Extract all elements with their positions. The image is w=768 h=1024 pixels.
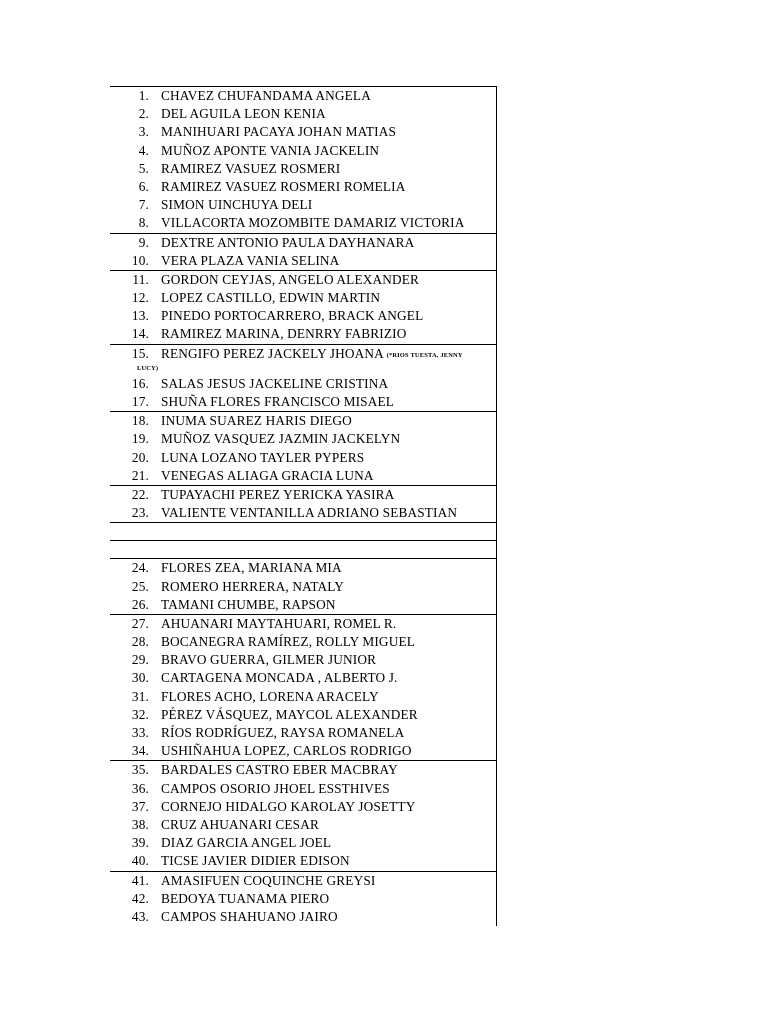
student-name-text: VALIENTE VENTANILLA ADRIANO SEBASTIAN — [161, 505, 458, 521]
student-name-text: RAMIREZ MARINA, DENRRY FABRIZIO — [161, 326, 407, 342]
item-number: 22. — [131, 486, 149, 502]
list-item — [110, 345, 496, 363]
list-item — [110, 798, 496, 816]
student-name-text: BARDALES CASTRO EBER MACBRAY — [161, 762, 398, 778]
item-number: 18. — [131, 413, 149, 429]
list-group — [110, 486, 496, 523]
student-name-text: CAMPOS SHAHUANO JAIRO — [161, 908, 338, 924]
item-number: 10. — [131, 252, 149, 268]
substitute-note-continued: LUCY) — [137, 364, 159, 372]
empty-row — [110, 523, 496, 541]
item-number: 39. — [131, 835, 149, 851]
item-number: 37. — [131, 798, 149, 814]
item-number: 8. — [138, 215, 149, 231]
list-item — [110, 834, 496, 852]
list-item — [110, 196, 496, 214]
list-item — [110, 669, 496, 687]
item-number: 31. — [131, 688, 149, 704]
item-number: 40. — [131, 853, 149, 869]
student-name-text: DEL AGUILA LEON KENIA — [161, 106, 326, 122]
student-name-text: RENGIFO PEREZ JACKELY JHOANA — [161, 345, 384, 361]
student-name-text: PÉREZ VÁSQUEZ, MAYCOL ALEXANDER — [161, 706, 418, 722]
list-item — [110, 486, 496, 504]
student-name-text: LUNA LOZANO TAYLER PYPERS — [161, 449, 365, 465]
list-item — [110, 87, 496, 105]
student-name — [161, 289, 380, 307]
student-name — [161, 123, 396, 141]
list-item — [110, 596, 496, 614]
student-name — [161, 214, 464, 232]
item-number: 6. — [138, 178, 149, 194]
list-group — [110, 559, 496, 615]
student-name — [161, 651, 376, 669]
student-name-text: MUÑOZ VASQUEZ JAZMIN JACKELYN — [161, 431, 401, 447]
list-group — [110, 345, 496, 413]
student-name — [161, 393, 394, 411]
student-name-text: CRUZ AHUANARI CESAR — [161, 816, 319, 832]
item-number: 9. — [138, 234, 149, 250]
student-name — [161, 234, 414, 252]
item-number: 43. — [131, 908, 149, 924]
list-group — [110, 412, 496, 486]
student-name-text: ROMERO HERRERA, NATALY — [161, 578, 345, 594]
student-list — [110, 86, 497, 926]
list-item — [110, 214, 496, 232]
student-name-text: RAMIREZ VASUEZ ROSMERI — [161, 160, 341, 176]
student-name — [161, 908, 338, 926]
list-item — [110, 761, 496, 779]
item-number: 28. — [131, 634, 149, 650]
student-name-text: SALAS JESUS JACKELINE CRISTINA — [161, 375, 389, 391]
empty-row — [110, 541, 496, 559]
student-name — [161, 449, 364, 467]
student-name — [161, 724, 404, 742]
list-item — [110, 559, 496, 577]
student-name-text: LOPEZ CASTILLO, EDWIN MARTIN — [161, 290, 381, 306]
item-number: 1. — [138, 88, 149, 103]
item-number: 4. — [138, 142, 149, 158]
list-item — [110, 872, 496, 890]
list-item — [110, 123, 496, 141]
item-number: 41. — [131, 872, 149, 888]
student-name — [161, 761, 398, 779]
list-item — [110, 706, 496, 724]
item-number: 29. — [131, 652, 149, 668]
list-item — [110, 780, 496, 798]
substitute-note: (*RIOS TUESTA, JENNY — [386, 351, 463, 359]
list-item — [110, 234, 496, 252]
item-number: 24. — [131, 560, 149, 576]
student-name — [161, 688, 379, 706]
list-item — [110, 307, 496, 325]
item-number: 14. — [131, 326, 149, 342]
list-item — [110, 142, 496, 160]
student-name — [161, 615, 396, 633]
student-name-text: SHUÑA FLORES FRANCISCO MISAEL — [161, 394, 395, 409]
list-item — [110, 105, 496, 123]
student-name — [161, 160, 340, 178]
item-number: 11. — [132, 271, 149, 287]
student-name — [161, 345, 463, 363]
item-number: 32. — [131, 706, 149, 722]
student-name — [161, 412, 352, 430]
list-group — [110, 271, 496, 345]
list-item — [110, 325, 496, 343]
student-name-text: DEXTRE ANTONIO PAULA DAYHANARA — [161, 234, 415, 250]
list-item — [110, 816, 496, 834]
student-name — [161, 467, 374, 485]
student-name-text: CAMPOS OSORIO JHOEL ESSTHIVES — [161, 780, 390, 796]
student-name — [161, 852, 350, 870]
student-name-text: FLORES ACHO, LORENA ARACELY — [161, 688, 379, 704]
student-name — [161, 196, 312, 214]
item-number: 19. — [131, 431, 149, 447]
student-name — [161, 486, 394, 504]
item-number: 17. — [131, 394, 149, 409]
student-name-text: BRAVO GUERRA, GILMER JUNIOR — [161, 652, 377, 668]
item-number: 42. — [131, 890, 149, 906]
item-number: 20. — [131, 449, 149, 465]
list-item — [110, 908, 496, 926]
list-group — [110, 234, 496, 271]
item-number: 2. — [138, 106, 149, 122]
item-number: 27. — [131, 615, 149, 631]
item-number: 13. — [131, 308, 149, 324]
list-item — [110, 160, 496, 178]
student-name — [161, 633, 415, 651]
item-number: 3. — [138, 124, 149, 140]
list-group — [110, 761, 496, 871]
student-name-text: SIMON UINCHUYA DELI — [161, 197, 313, 213]
student-name — [161, 375, 388, 393]
student-name — [161, 87, 371, 105]
item-number: 38. — [131, 816, 149, 832]
item-number: 33. — [131, 725, 149, 740]
item-number: 5. — [138, 160, 149, 176]
student-name-text: AMASIFUEN COQUINCHE GREYSI — [161, 872, 376, 888]
list-group — [110, 872, 496, 927]
student-name-text: CARTAGENA MONCADA , ALBERTO J. — [161, 670, 398, 686]
student-name-text: GORDON CEYJAS, ANGELO ALEXANDER — [161, 271, 420, 287]
student-name — [161, 178, 405, 196]
list-item — [110, 271, 496, 289]
student-name-text: USHIÑAHUA LOPEZ, CARLOS RODRIGO — [161, 743, 412, 759]
student-name-text: BEDOYA TUANAMA PIERO — [161, 890, 330, 906]
item-number: 25. — [131, 578, 149, 594]
student-name — [161, 325, 406, 343]
student-name — [161, 669, 398, 687]
student-name-text: MUÑOZ APONTE VANIA JACKELIN — [161, 142, 380, 158]
list-item — [110, 467, 496, 485]
student-name-text: DIAZ GARCIA ANGEL JOEL — [161, 835, 332, 851]
student-name — [161, 706, 418, 724]
student-name — [161, 816, 319, 834]
student-name-text: MANIHUARI PACAYA JOHAN MATIAS — [161, 124, 396, 140]
list-group — [110, 87, 496, 234]
student-name — [161, 798, 415, 816]
student-name-text: AHUANARI MAYTAHUARI, ROMEL R. — [161, 615, 397, 631]
student-name — [161, 578, 344, 596]
list-item — [110, 252, 496, 270]
item-number: 16. — [131, 375, 149, 391]
item-number: 21. — [131, 467, 149, 483]
student-name-text: RAMIREZ VASUEZ ROSMERI ROMELIA — [161, 178, 406, 194]
list-item — [110, 615, 496, 633]
item-number: 26. — [131, 596, 149, 612]
student-name-text: CORNEJO HIDALGO KAROLAY JOSETTY — [161, 798, 416, 814]
list-item — [110, 178, 496, 196]
student-name — [161, 834, 331, 852]
list-item — [110, 578, 496, 596]
student-name — [161, 105, 326, 123]
student-name — [161, 142, 379, 160]
student-name-text: VERA PLAZA VANIA SELINA — [161, 252, 340, 268]
list-item — [110, 393, 496, 411]
student-name-text: TICSE JAVIER DIDIER EDISON — [161, 853, 350, 869]
item-number: 34. — [131, 743, 149, 759]
student-name — [161, 742, 412, 760]
item-number: 7. — [138, 197, 149, 213]
list-item — [110, 852, 496, 870]
student-name — [161, 271, 419, 289]
student-name-text: TUPAYACHI PEREZ YERICKA YASIRA — [161, 486, 395, 502]
student-name — [161, 596, 336, 614]
student-name — [161, 559, 342, 577]
student-name-text: TAMANI CHUMBE, RAPSON — [161, 596, 336, 612]
student-name — [161, 890, 329, 908]
list-item — [110, 688, 496, 706]
item-number: 15. — [131, 345, 149, 361]
list-item — [110, 289, 496, 307]
student-name-text: RÍOS RODRÍGUEZ, RAYSA ROMANELA — [161, 725, 405, 740]
list-item — [110, 651, 496, 669]
student-name — [161, 872, 375, 890]
item-number: 12. — [131, 290, 149, 306]
list-item — [110, 449, 496, 467]
student-name-text: PINEDO PORTOCARRERO, BRACK ANGEL — [161, 308, 424, 324]
list-item — [110, 890, 496, 908]
student-name-text: CHAVEZ CHUFANDAMA ANGELA — [161, 88, 371, 103]
list-item — [110, 633, 496, 651]
item-number: 35. — [131, 762, 149, 778]
student-name-text: VENEGAS ALIAGA GRACIA LUNA — [161, 467, 374, 483]
student-name — [161, 430, 400, 448]
list-group — [110, 615, 496, 762]
item-number: 30. — [131, 670, 149, 686]
item-number: 23. — [131, 505, 149, 521]
list-item — [110, 375, 496, 393]
student-name — [161, 307, 423, 325]
student-name — [161, 780, 390, 798]
student-name — [161, 252, 339, 270]
student-name-text: BOCANEGRA RAMÍREZ, ROLLY MIGUEL — [161, 634, 415, 650]
student-name-text: VILLACORTA MOZOMBITE DAMARIZ VICTORIA — [161, 215, 465, 231]
list-item — [110, 504, 496, 522]
list-item — [110, 430, 496, 448]
item-number: 36. — [131, 780, 149, 796]
student-name-text: INUMA SUAREZ HARIS DIEGO — [161, 413, 352, 429]
list-item — [110, 412, 496, 430]
student-name-text: FLORES ZEA, MARIANA MIA — [161, 560, 342, 576]
list-item — [110, 724, 496, 742]
list-item — [110, 742, 496, 760]
student-name — [161, 504, 457, 522]
